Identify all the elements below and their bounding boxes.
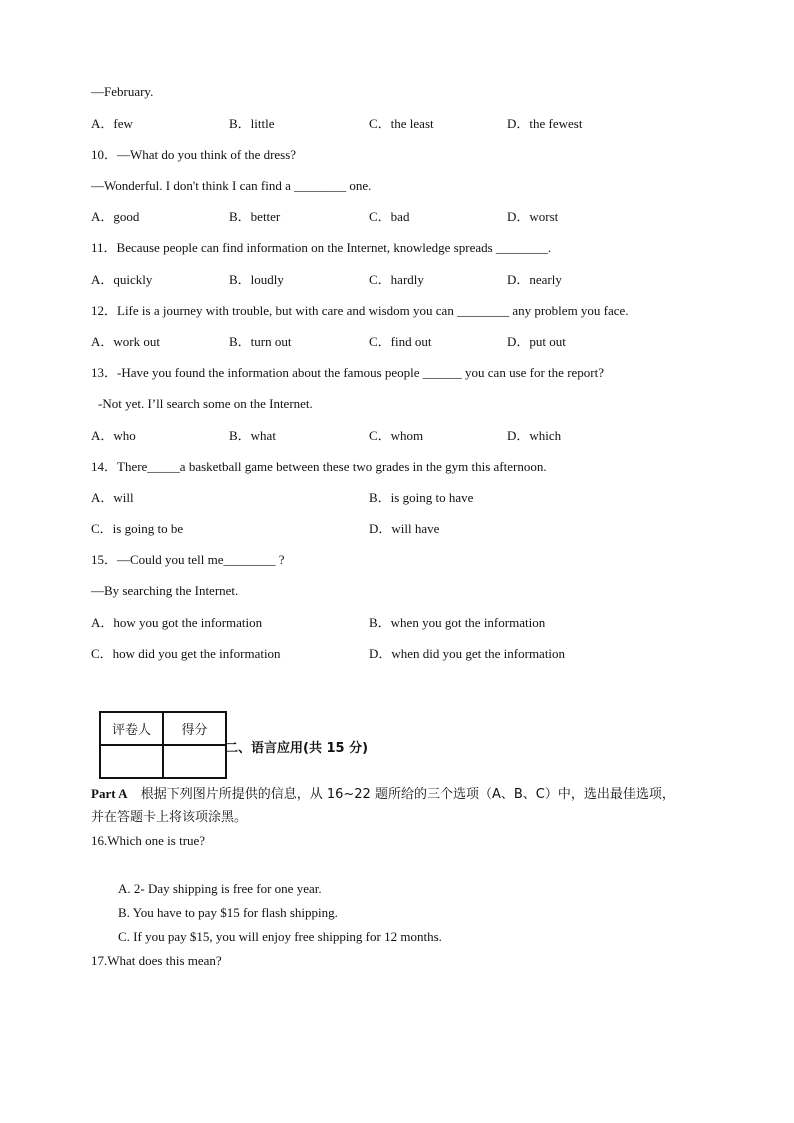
q9-option-d: D．the fewest	[507, 116, 583, 131]
q10-stem: 10．—What do you think of the dress?	[91, 147, 297, 162]
q15-option-d: D．when did you get the information	[369, 646, 566, 661]
q13-option-d: D．which	[507, 428, 562, 443]
part-a-instruction-line2: 并在答题卡上将该项涂黑。	[91, 810, 248, 825]
q14-stem: 14．There_____a basketball game between these two grades in the gym this afternoon.	[91, 459, 547, 474]
q10-option-a: A．good	[91, 209, 140, 224]
q11-option-c: C．hardly	[369, 272, 424, 287]
q15-option-b: B．when you got the information	[369, 615, 546, 630]
q9-answer-line: —February.	[91, 84, 154, 99]
part-a-instruction-line1	[91, 786, 675, 803]
q11-option-a: A．quickly	[91, 272, 153, 287]
q14-option-d: D．will have	[369, 521, 440, 536]
q13-line2: -Not yet. I’ll search some on the Internet.	[98, 396, 313, 411]
q10-option-c: C．bad	[369, 209, 410, 224]
q9-option-c: C．the least	[369, 116, 434, 131]
q15-option-a: A．how you got the information	[91, 615, 263, 630]
part-a-label: Part A	[91, 786, 128, 801]
q16-stem: 16.Which one is true?	[91, 833, 206, 848]
q16-option-c: C. If you pay $15, you will enjoy free shipping for 12 months.	[118, 929, 442, 944]
q13-option-b: B．what	[229, 428, 276, 443]
grader-cell	[100, 745, 163, 778]
q14-option-a: A．will	[91, 490, 134, 505]
q14-option-c: C．is going to be	[91, 521, 184, 536]
q10-line2: —Wonderful. I don't think I can find a ________ one.	[91, 178, 372, 193]
q15-line2: —By searching the Internet.	[91, 583, 239, 598]
q12-option-a: A．work out	[91, 334, 160, 349]
q16-option-b: B. You have to pay $15 for flash shipping.	[118, 905, 338, 920]
grader-label: 评卷人	[100, 712, 163, 745]
q9-option-a: A．few	[91, 116, 133, 131]
q16-option-a: A. 2- Day shipping is free for one year.	[118, 881, 322, 896]
q10-option-d: D．worst	[507, 209, 559, 224]
q11-option-d: D．nearly	[507, 272, 562, 287]
q11-stem: 11．Because people can find information on the Internet, knowledge spreads ________.	[91, 240, 552, 255]
score-label: 得分	[163, 712, 226, 745]
q9-option-b: B．little	[229, 116, 275, 131]
score-cell	[163, 745, 226, 778]
q12-option-c: C．find out	[369, 334, 432, 349]
q15-option-c: C．how did you get the information	[91, 646, 281, 661]
q12-stem: 12．Life is a journey with trouble, but with care and wisdom you can ________ any problem you face.	[91, 303, 629, 318]
part-a-instruction-text: 根据下列图片所提供的信息，从 16~22 题所给的三个选项（A、B、C）中，选出最佳选项，	[140, 787, 675, 802]
grading-table	[99, 711, 227, 779]
q14-option-b: B．is going to have	[369, 490, 474, 505]
q12-option-b: B．turn out	[229, 334, 292, 349]
q17-stem: 17.What does this mean?	[91, 953, 222, 968]
q13-option-a: A．who	[91, 428, 136, 443]
q12-option-d: D．put out	[507, 334, 566, 349]
section-title: 二、语言应用(共 15 分)	[225, 741, 369, 756]
q15-stem: 15．—Could you tell me________ ?	[91, 552, 285, 567]
q13-stem: 13．-Have you found the information about the famous people ______ you can use for the report?	[91, 365, 604, 380]
q10-option-b: B．better	[229, 209, 281, 224]
q13-option-c: C．whom	[369, 428, 424, 443]
q11-option-b: B．loudly	[229, 272, 284, 287]
